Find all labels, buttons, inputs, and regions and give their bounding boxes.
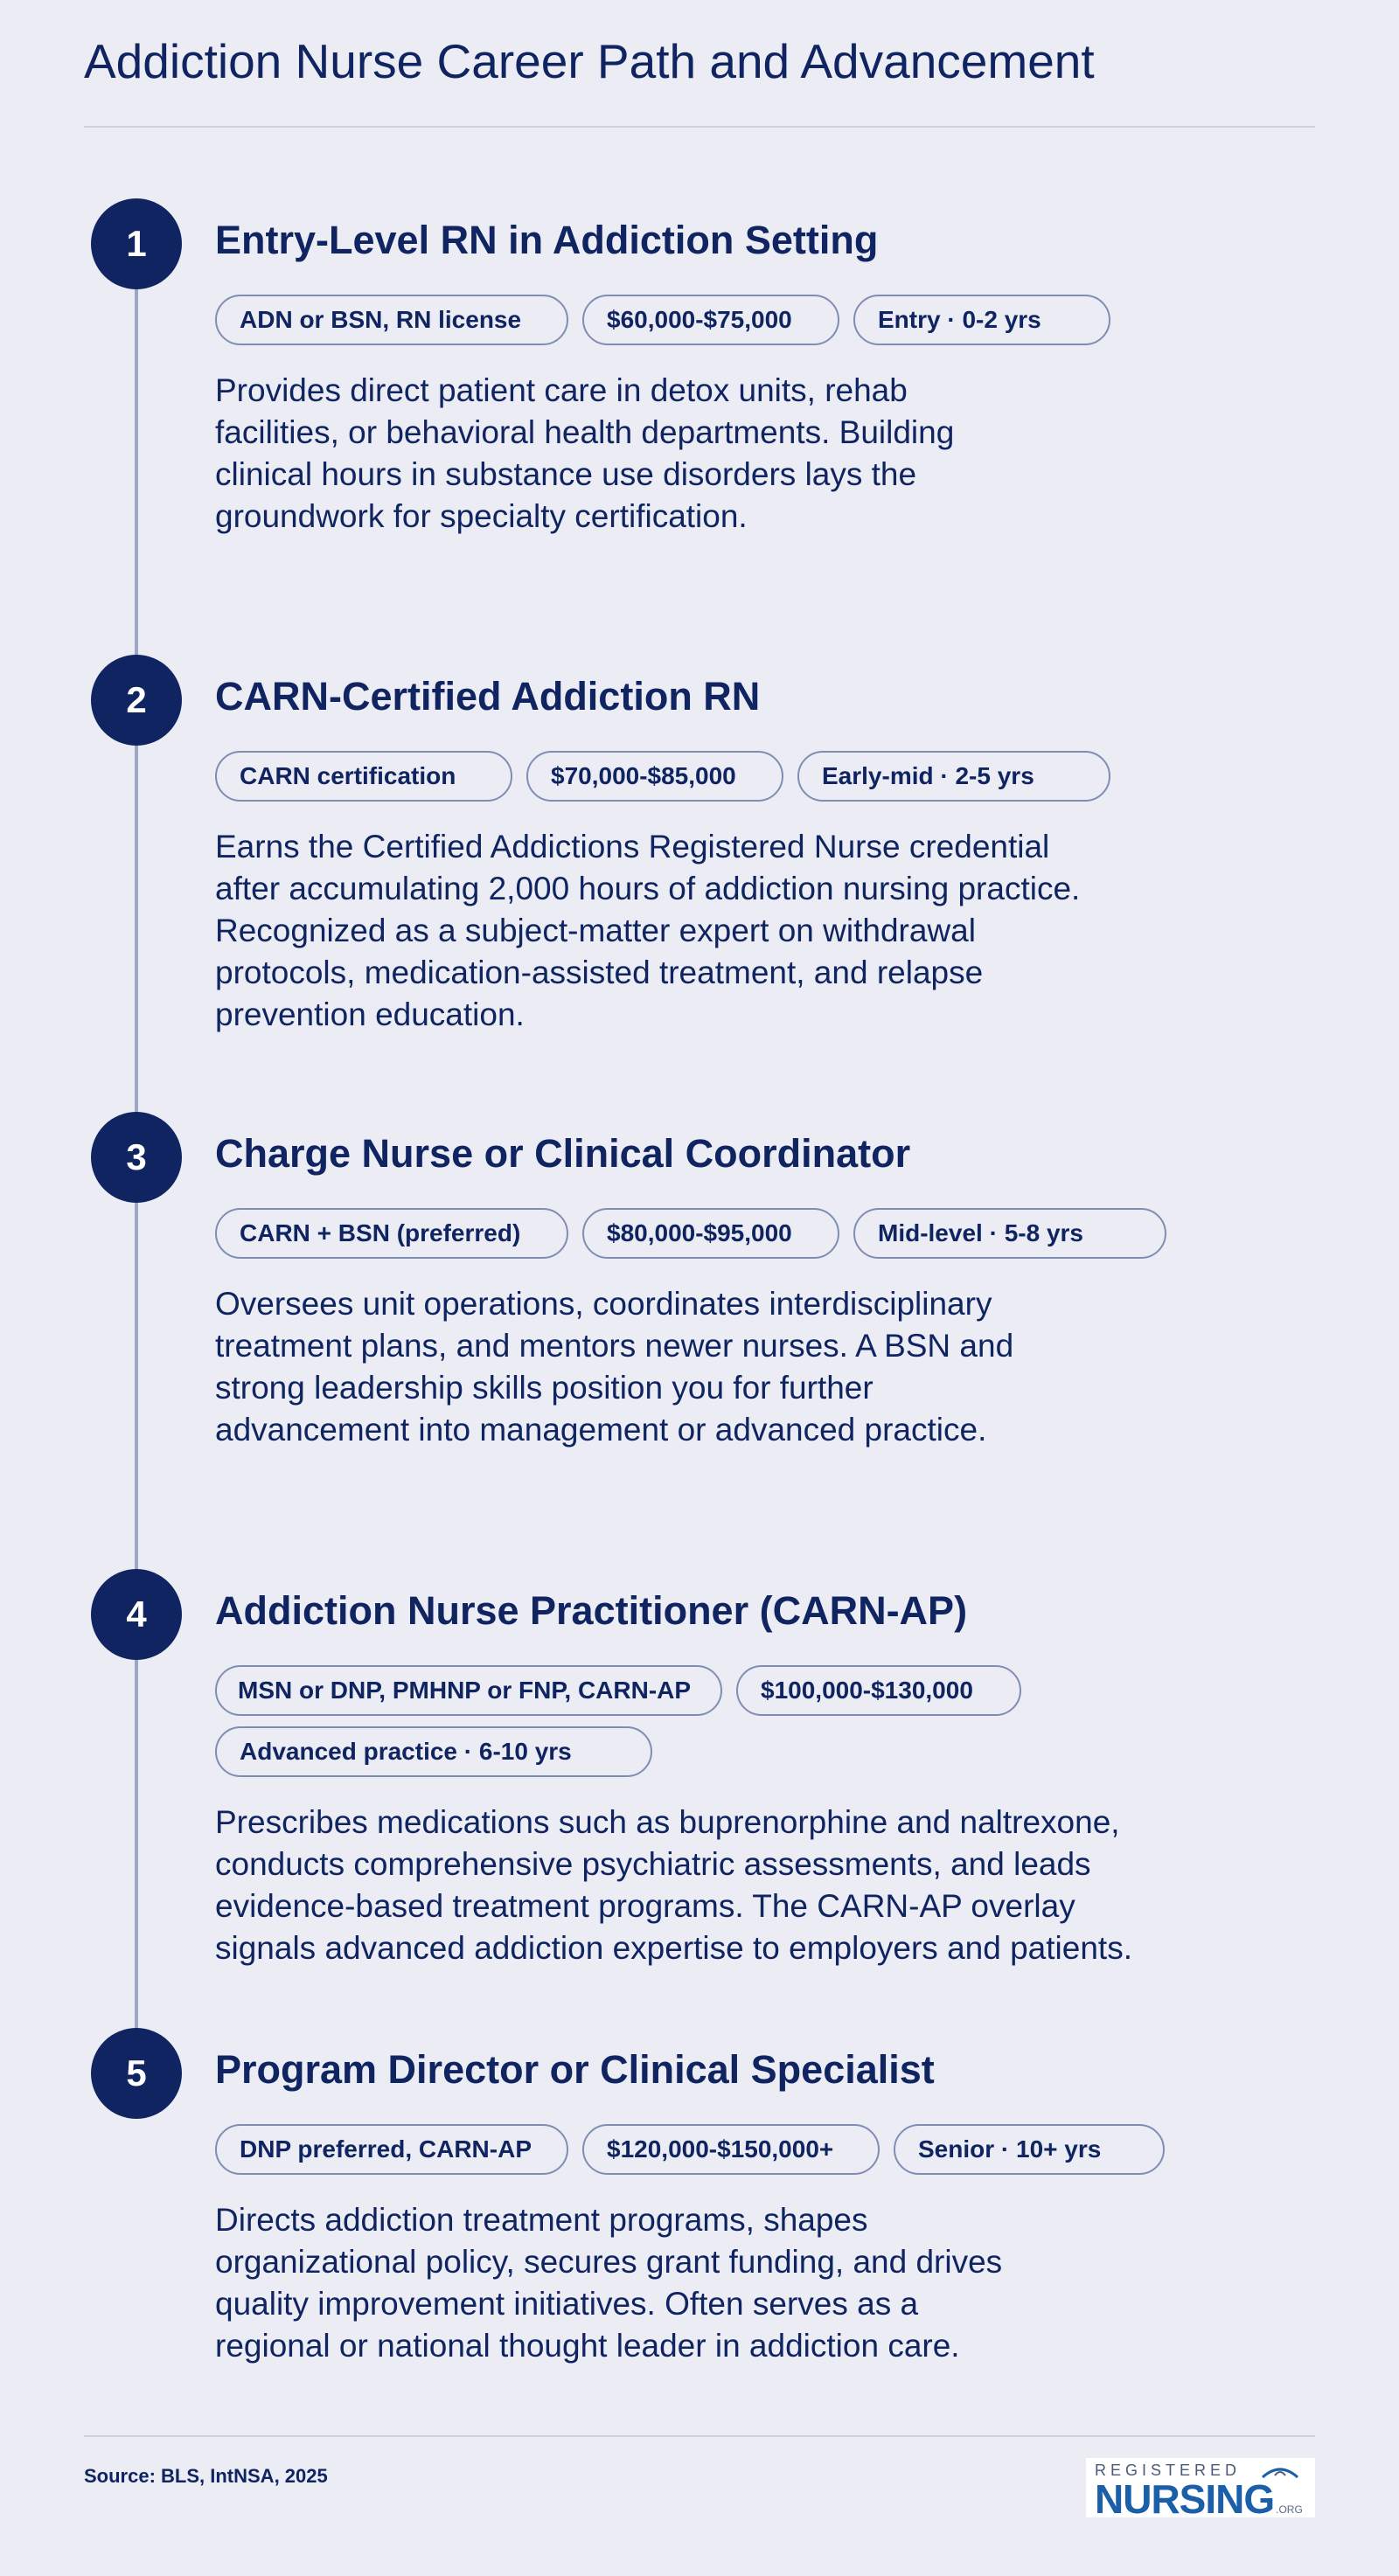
step-title: Entry-Level RN in Addiction Setting [215, 218, 879, 262]
salary-tag: $100,000-$130,000 [736, 1665, 1021, 1716]
logo-suffix-text: .ORG [1276, 2503, 1303, 2516]
salary-tag: $120,000-$150,000+ [582, 2124, 880, 2175]
level-tag: Senior · 10+ yrs [894, 2124, 1165, 2175]
education-tag: MSN or DNP, PMHNP or FNP, CARN-AP [215, 1665, 722, 1716]
logo-main-text: NURSING [1095, 2476, 1275, 2522]
level-tag: Mid-level · 5-8 yrs [853, 1208, 1166, 1259]
source-note: Source: BLS, IntNSA, 2025 [84, 2465, 328, 2487]
header-divider [84, 126, 1315, 128]
step-title: CARN-Certified Addiction RN [215, 674, 761, 719]
education-tag: ADN or BSN, RN license [215, 295, 568, 345]
step-description: Oversees unit operations, coordinates interdisciplinary treatment plans, and mentors newer nurses. A BSN and strong leadership skills position you for further advancement into management or advanced practice. [215, 1286, 1014, 1448]
step-title: Program Director or Clinical Specialist [215, 2047, 935, 2092]
level-tag: Entry · 0-2 yrs [853, 295, 1110, 345]
step-tags [215, 295, 1212, 345]
logo-top-text: REGISTERED [1095, 2461, 1242, 2479]
education-tag: CARN certification [215, 751, 512, 802]
step-description: Provides direct patient care in detox units, rehab facilities, or behavioral health departments. Building clinical hours in substance use disorders lays the groundwork for specialty certification. [215, 372, 955, 534]
step-number-badge: 3 [91, 1112, 182, 1203]
step-title: Addiction Nurse Practitioner (CARN-AP) [215, 1588, 968, 1633]
step-number-badge: 5 [91, 2028, 182, 2119]
salary-tag: $80,000-$95,000 [582, 1208, 839, 1259]
salary-tag: $60,000-$75,000 [582, 295, 839, 345]
education-tag: DNP preferred, CARN-AP [215, 2124, 568, 2175]
footer-divider [84, 2435, 1315, 2437]
step-tags [215, 751, 1212, 802]
step-number-badge: 2 [91, 655, 182, 746]
level-tag: Advanced practice · 6-10 yrs [215, 1726, 652, 1777]
page-title: Addiction Nurse Career Path and Advancement [84, 34, 1095, 88]
registered-nursing-logo[interactable] [1086, 2458, 1315, 2522]
step-tags [215, 2124, 1212, 2175]
level-tag: Early-mid · 2-5 yrs [797, 751, 1110, 802]
education-tag: CARN + BSN (preferred) [215, 1208, 568, 1259]
step-description: Prescribes medications such as buprenorphine and naltrexone, conducts comprehensive psychiatric assessments, and leads evidence-based treatment programs. The CARN-AP overlay signals advanced addiction expertise to employers and patients. [215, 1804, 1132, 1966]
step-description: Earns the Certified Addictions Registered Nurse credential after accumulating 2,000 hours of addiction nursing practice. Recognized as a subject-matter expert on withdrawal protocols, medication-assisted treatment, and relapse prevention education. [215, 829, 1081, 1032]
step-number-badge: 1 [91, 198, 182, 289]
step-description: Directs addiction treatment programs, shapes organizational policy, secures grant funding, and drives quality improvement initiatives. Often serves as a regional or national thought leader in addiction care. [215, 2202, 1003, 2364]
step-tags [215, 1665, 1089, 1777]
step-tags [215, 1208, 1212, 1259]
step-title: Charge Nurse or Clinical Coordinator [215, 1131, 911, 1176]
step-number-badge: 4 [91, 1569, 182, 1660]
nurse-cap-icon [1261, 2463, 1299, 2479]
salary-tag: $70,000-$85,000 [526, 751, 783, 802]
